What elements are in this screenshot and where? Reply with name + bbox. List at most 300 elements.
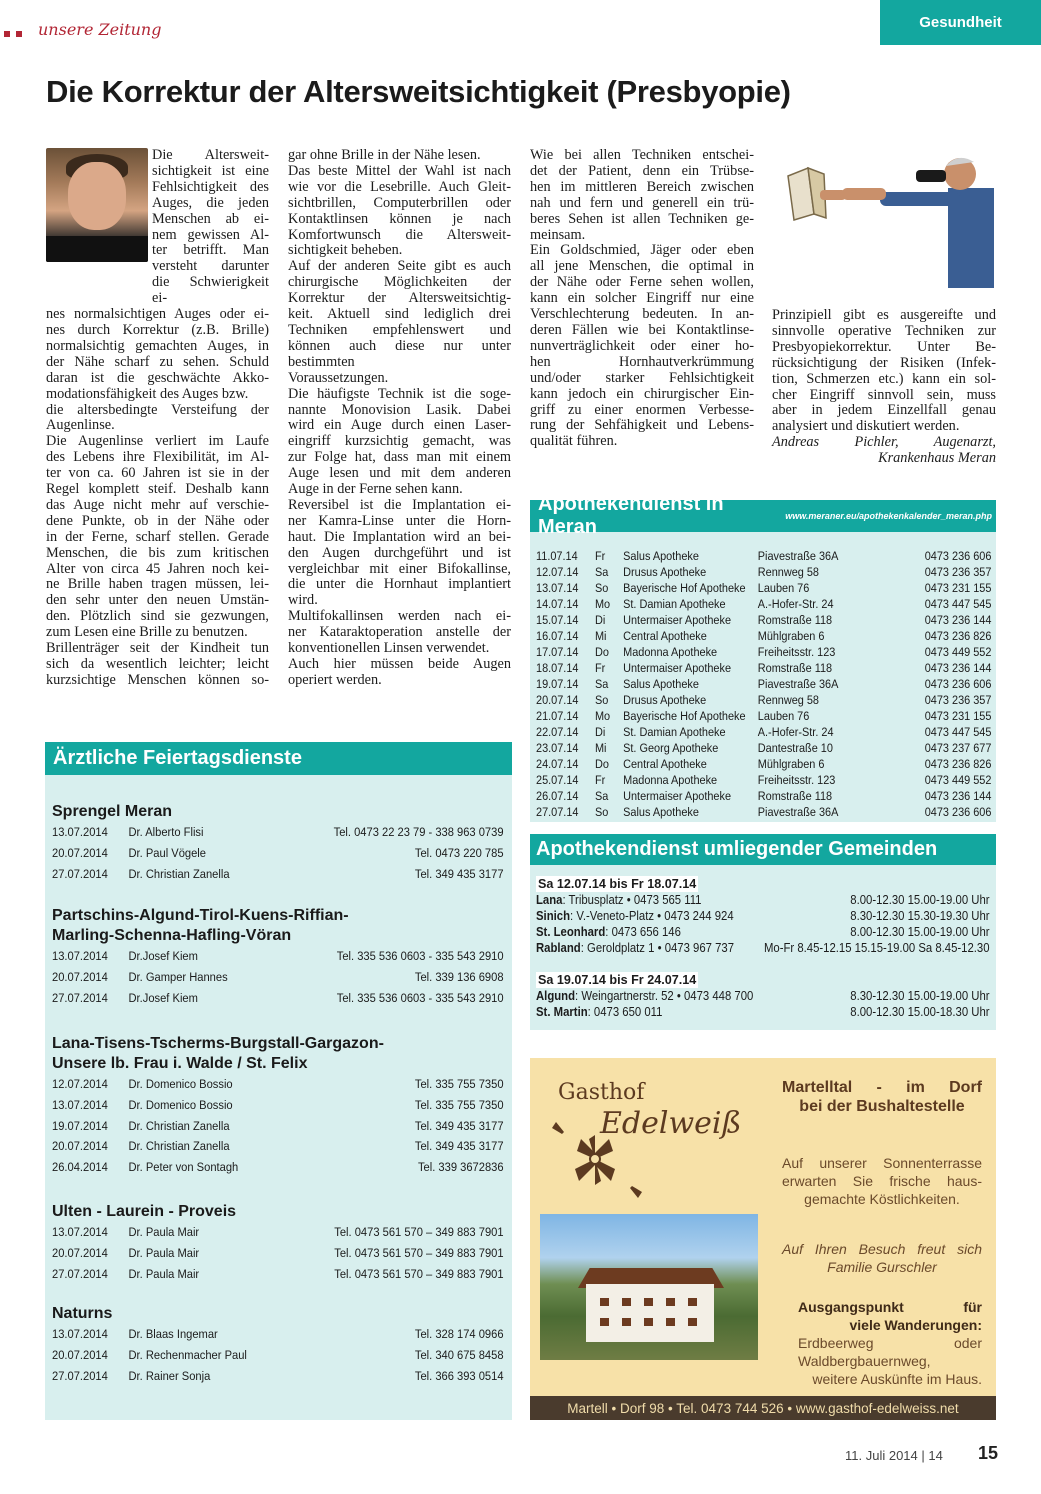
pharmacy-calendar-link[interactable]: www.meraner.eu/apothekenkalender_meran.php <box>785 511 992 521</box>
pharmacy-row <box>536 756 991 772</box>
pharmacy-address: Mühlgraben 6 <box>757 757 825 771</box>
pharmacy-name: Salus Apotheke <box>623 677 699 691</box>
surrounding-hours: 8.30-12.30 15.00-19.00 Uhr <box>850 989 990 1003</box>
pharmacy-row <box>536 708 991 724</box>
text-line: des Lebens ihre Flexibilität, im Al- <box>46 449 269 466</box>
pharmacy-meran-box <box>530 493 996 822</box>
pharmacy-address: A.-Hofer-Str. 24 <box>757 725 834 739</box>
text-line: daran ist die geschwächte Akko- <box>46 369 269 386</box>
text-line: Erdbeerweg oder <box>798 1335 982 1351</box>
text-line: eingriff kurzsichtig gemacht, was <box>288 433 511 450</box>
pharmacy-date: 13.07.14 <box>536 581 579 595</box>
pharmacy-address: Romstraße 118 <box>757 661 833 675</box>
pharmacy-phone: 0473 236 606 <box>924 677 992 691</box>
pharmacy-date: 15.07.14 <box>536 613 579 627</box>
text-line: zum Lesen eine Brille zu benutzen. <box>46 624 248 641</box>
text-line: konventionellen Linsen verwendet. <box>288 640 490 657</box>
pharmacy-weekday: So <box>594 693 609 707</box>
pharmacy-row <box>536 612 991 628</box>
ad-contact-footer[interactable]: Martell • Dorf 98 • Tel. 0473 744 526 • www.gasthof-edelweiss.net <box>530 1396 996 1420</box>
pharmacy-date: 11.07.14 <box>536 549 578 563</box>
pharmacy-address: Romstraße 118 <box>757 789 833 803</box>
text-line: die Schwierigkeit ei- <box>152 274 269 307</box>
pharmacy-weekday: Fr <box>594 773 606 787</box>
pharmacy-phone: 0473 231 155 <box>924 709 992 723</box>
text-line: ter betrifft. Man <box>152 242 269 259</box>
doctor-group-title-line: Ulten - Laurein - Proveis <box>52 1203 237 1220</box>
text-line: Reversibel ist die Implantation ei- <box>288 496 511 513</box>
doctor-row <box>52 1243 504 1264</box>
text-line: kann jedoch ein chirurgischer Ein- <box>530 385 754 402</box>
pharmacy-name: Central Apotheke <box>623 629 707 643</box>
doctor-name: Dr. Paula Mair <box>128 1266 200 1281</box>
pharmacy-phone: 0473 449 552 <box>924 645 992 659</box>
doctor-name: Dr. Rechenmacher Paul <box>128 1347 247 1362</box>
text-line: in der Ferne, scharf stellen. Gerade <box>46 528 269 545</box>
text-line: nannte Monovision Lasik. Dabei <box>288 401 511 418</box>
pharmacy-name: St. Damian Apotheke <box>623 597 726 611</box>
duty-date: 26.04.2014 <box>52 1160 108 1175</box>
text-line: Korrektur der Altersweitsichtig- <box>288 290 511 307</box>
text-line: rung der Sehfähigkeit und Lebens- <box>530 417 754 434</box>
doctor-phone: Tel. 0473 561 570 – 349 883 7901 <box>334 1225 504 1239</box>
surrounding-period <box>536 876 990 956</box>
pharmacy-phone: 0473 236 357 <box>924 693 992 707</box>
text-line: Auges, die jeden <box>152 194 269 211</box>
doctor-name: Dr. Rainer Sonja <box>128 1368 211 1383</box>
text-line: operiert werden. <box>288 671 382 688</box>
col4-body-text <box>772 308 996 435</box>
article-column-1 <box>46 148 269 689</box>
text-line: der Nähe scharf zu sehen. Schuld <box>46 353 269 370</box>
text-line: nes durch Korrektur (z.B. Brille) <box>46 321 269 338</box>
text-line: Verschlechterung bedeuten. In an- <box>530 306 754 323</box>
page-number: 15 <box>978 1443 999 1463</box>
surrounding-pharmacy-info <box>536 924 681 940</box>
text-line: Prinzipiell gibt es ausgereifte und <box>772 307 996 323</box>
section-tab[interactable]: Gesundheit <box>880 0 1041 45</box>
doctor-phone: Tel. 335 755 7350 <box>414 1077 504 1091</box>
text-line: ner Kamra-Linse unter die Horn- <box>288 512 511 529</box>
pharmacy-weekday: Di <box>594 613 606 627</box>
text-line: modationsfähigkeit des Auges bzw. <box>46 385 249 402</box>
text-line: die unter die Hornhaut implantiert <box>288 576 511 593</box>
surrounding-period <box>536 972 990 1020</box>
duty-date: 12.07.2014 <box>52 1077 108 1091</box>
col1-body-text <box>46 307 269 689</box>
pharmacy-weekday: So <box>594 805 609 819</box>
text-line: wird ein Auge durch einen Laser- <box>288 417 511 434</box>
edelweiss-flower-icon <box>540 1114 650 1204</box>
pharmacy-meran-title: Apothekendienst in Meran <box>538 493 724 538</box>
text-line: weitere Auskünfte im Haus. <box>812 1371 982 1387</box>
pharmacy-weekday: Sa <box>594 565 609 579</box>
doctor-group-title-line: Lana-Tisens-Tscherms-Burgstall-Gargazon- <box>52 1035 384 1052</box>
text-line: Regel komplett steif. Deshalb kann <box>46 481 269 498</box>
text-line: det der Patient, denn ein Trübse- <box>530 162 754 179</box>
text-line: Waldbergbauernweg, <box>798 1353 931 1369</box>
duty-date: 27.07.2014 <box>52 1368 108 1383</box>
pharmacy-date: 27.07.14 <box>536 805 579 819</box>
text-line: Komfortwunsch die Altersweit- <box>288 226 511 243</box>
col1-indent-text <box>46 148 269 307</box>
doctor-row <box>52 1366 504 1387</box>
pharmacy-row <box>536 724 991 740</box>
pharmacy-phone: 0473 236 144 <box>924 613 992 627</box>
text-line: Auf Ihren Besuch freut sich <box>782 1241 982 1257</box>
surrounding-pharmacy-row <box>536 988 990 1004</box>
pharmacy-date: 19.07.14 <box>536 677 579 691</box>
text-line: versteht darunter <box>152 258 269 275</box>
pharmacy-phone: 0473 447 545 <box>924 725 992 739</box>
pharmacy-surrounding-title: Apothekendienst umliegender Gemeinden <box>530 834 996 865</box>
pharmacy-row <box>536 548 991 564</box>
logo-dots <box>4 31 24 37</box>
pharmacy-name: Salus Apotheke <box>623 549 699 563</box>
ad-hiking-routes <box>798 1334 982 1388</box>
text-line: cher Eingriff sinnvoll sein, muss <box>772 386 996 403</box>
pharmacy-name: Bayerische Hof Apotheke <box>623 581 746 595</box>
ad-edelweiss-logo: Edelweiß <box>600 1106 742 1141</box>
surrounding-address: : V.-Veneto-Platz • 0473 244 924 <box>570 909 734 923</box>
doctor-name: Dr. Domenico Bossio <box>128 1077 233 1091</box>
doctor-phone: Tel. 328 174 0966 <box>414 1327 504 1341</box>
doctor-phone: Tel. 349 435 3177 <box>414 866 504 881</box>
surrounding-pharmacy-row <box>536 924 990 940</box>
pharmacy-name: Bayerische Hof Apotheke <box>623 709 746 723</box>
pharmacy-meran-table <box>536 548 990 820</box>
duty-date: 13.07.2014 <box>52 825 108 839</box>
duty-date: 13.07.2014 <box>52 1327 108 1341</box>
text-line: Brillenträger seit der Kindheit tun <box>46 640 269 657</box>
duty-date: 20.07.2014 <box>52 1347 108 1362</box>
doctor-row <box>52 967 504 988</box>
text-line: zur Folge hat, dass man mit einem <box>288 449 511 466</box>
text-line: und/oder starker Fehlsichtigkeit <box>530 369 754 386</box>
text-line: Krankenhaus Meran <box>878 450 996 467</box>
author-signature <box>772 435 996 467</box>
pharmacy-name: Madonna Apotheke <box>623 645 718 659</box>
text-line: Andreas Pichler, Augenarzt, <box>772 434 996 451</box>
pharmacy-address: Rennweg 58 <box>757 565 819 579</box>
pharmacy-weekday: Fr <box>594 661 606 675</box>
text-line: griff zu einer enormen Verbesse- <box>530 401 754 418</box>
surrounding-hours: 8.00-12.30 15.00-18.30 Uhr <box>850 1005 990 1019</box>
doctor-phone: Tel. 0473 561 570 – 349 883 7901 <box>334 1266 504 1281</box>
doctor-group-title <box>52 802 504 822</box>
pharmacy-row <box>536 660 991 676</box>
text-line: chirurgische Möglichkeiten der <box>288 274 511 291</box>
surrounding-town: Algund <box>536 989 576 1003</box>
text-line: bei der Bushaltestelle <box>799 1098 965 1115</box>
pharmacy-address: Freiheitsstr. 123 <box>757 645 836 659</box>
text-line: Die Altersweit- <box>152 147 269 163</box>
duty-date: 13.07.2014 <box>52 1097 108 1112</box>
surrounding-town: Lana <box>536 893 563 907</box>
pharmacy-address: Dantestraße 10 <box>757 741 833 755</box>
text-line: wie vor die Lesebrille. Auch Gleit- <box>288 178 511 195</box>
holiday-doctors-box <box>45 742 512 1420</box>
pharmacy-phone: 0473 236 826 <box>924 629 992 643</box>
pharmacy-name: Central Apotheke <box>623 757 707 771</box>
pharmacy-address: A.-Hofer-Str. 24 <box>757 597 834 611</box>
text-line: Martelltal - im Dorf <box>782 1079 982 1096</box>
text-line: Auf unserer Sonnenterrasse <box>782 1155 982 1171</box>
text-line: analysiert und diskutiert werden. <box>772 418 960 435</box>
pharmacy-weekday: Mi <box>594 741 607 755</box>
text-line: Alter von circa 45 Jahren noch kei- <box>46 560 269 577</box>
ad-location-title <box>782 1078 982 1116</box>
pharmacy-phone: 0473 237 677 <box>924 741 992 755</box>
text-line: die altersbedingte Versteifung der <box>46 401 269 418</box>
pharmacy-date: 20.07.14 <box>536 693 579 707</box>
text-line: gar ohne Brille in der Nähe lesen. <box>288 147 481 163</box>
surrounding-hours: Mo-Fr 8.45-12.15 15.15-19.00 Sa 8.45-12.30 <box>763 941 990 955</box>
surrounding-pharmacy-row <box>536 940 990 956</box>
pharmacy-phone: 0473 231 155 <box>924 581 992 595</box>
pharmacy-weekday: Mi <box>594 629 607 643</box>
doctor-name: Dr. Domenico Bossio <box>128 1097 233 1112</box>
doctor-name: Dr. Blaas Ingemar <box>128 1327 218 1341</box>
pharmacy-phone: 0473 236 606 <box>924 805 992 819</box>
doctor-name: Dr. Christian Zanella <box>128 1139 230 1154</box>
doctor-group-title-line: Naturns <box>52 1305 113 1322</box>
text-line: beres Sehen ist allen Techniken ge- <box>530 210 754 227</box>
surrounding-address: : Tribusplatz • 0473 565 111 <box>562 893 702 907</box>
text-line: Die Augenlinse verliert im Laufe <box>46 433 269 450</box>
pharmacy-name: Drusus Apotheke <box>623 693 707 707</box>
surrounding-pharmacy-info <box>536 1004 662 1020</box>
pharmacy-weekday: Di <box>594 725 606 739</box>
text-line: Voraussetzungen. <box>288 369 389 386</box>
text-line: viele Wanderungen: <box>849 1317 982 1333</box>
text-line: gemachte Köstlichkeiten. <box>804 1191 960 1207</box>
text-line: Ausgangspunkt für <box>798 1299 982 1315</box>
surrounding-hours: 8.00-12.30 15.00-19.00 Uhr <box>850 925 990 939</box>
surrounding-pharmacy-info <box>536 908 734 924</box>
pharmacy-address: Piavestraße 36A <box>757 677 839 691</box>
text-line: nes normalsichtigen Auges oder ei- <box>46 306 269 323</box>
surrounding-address: : Geroldplatz 1 • 0473 967 737 <box>580 941 735 955</box>
text-line: Die häufigste Technik ist die soge- <box>288 385 511 402</box>
text-line: sinnvolle operative Techniken zur <box>772 322 996 339</box>
surrounding-address: : 0473 650 011 <box>587 1005 663 1019</box>
pharmacy-name: St. Georg Apotheke <box>623 741 719 755</box>
pharmacy-address: Lauben 76 <box>757 709 810 723</box>
pharmacy-phone: 0473 236 826 <box>924 757 992 771</box>
text-line: Augenlinse. <box>46 417 115 434</box>
doctor-row <box>52 1136 504 1157</box>
duty-date: 27.07.2014 <box>52 866 108 881</box>
gasthof-photo <box>540 1214 758 1360</box>
pharmacy-weekday: Fr <box>594 549 606 563</box>
doctor-phone: Tel. 349 435 3177 <box>414 1118 504 1133</box>
pharmacy-phone: 0473 447 545 <box>924 597 992 611</box>
pharmacy-date: 22.07.14 <box>536 725 579 739</box>
pharmacy-phone: 0473 236 144 <box>924 789 992 803</box>
pharmacy-meran-header <box>530 493 996 538</box>
surrounding-pharmacy-row <box>536 892 990 908</box>
text-line: all jene Menschen, die optimal in <box>530 258 754 275</box>
doctor-phone: Tel. 0473 561 570 – 349 883 7901 <box>334 1245 504 1260</box>
pharmacy-address: Mühlgraben 6 <box>757 629 825 643</box>
text-line: Menschen, die bis zum kritischen <box>46 544 269 561</box>
text-line: kurzsichtige Menschen können so- <box>46 671 269 688</box>
text-line: Auf der anderen Seite gibt es auch <box>288 258 511 275</box>
pharmacy-date: 12.07.14 <box>536 565 579 579</box>
pharmacy-row <box>536 564 991 580</box>
text-line: rücksichtigung der Risiken (Infek- <box>772 354 996 371</box>
pharmacy-row <box>536 596 991 612</box>
pharmacy-row <box>536 628 991 644</box>
doctor-phone: Tel. 339 136 6908 <box>414 969 504 984</box>
doctor-row <box>52 1222 504 1243</box>
doctor-group-title-line: Sprengel Meran <box>52 803 173 820</box>
text-line: kann ein solcher Eingriff nur eine <box>530 290 754 307</box>
pharmacy-date: 17.07.14 <box>536 645 579 659</box>
doctor-phone: Tel. 366 393 0514 <box>414 1368 504 1383</box>
doctor-row <box>52 1264 504 1285</box>
doctor-group <box>52 1034 504 1178</box>
doctor-group-title <box>52 1202 504 1222</box>
doctor-row <box>52 864 504 885</box>
pharmacy-date: 14.07.14 <box>536 597 579 611</box>
surrounding-address: : 0473 656 146 <box>605 925 681 939</box>
article-column-4 <box>772 308 996 467</box>
pharmacy-date: 23.07.14 <box>536 741 579 755</box>
pharmacy-name: Madonna Apotheke <box>623 773 718 787</box>
pharmacy-address: Piavestraße 36A <box>757 549 839 563</box>
pharmacy-weekday: Mo <box>594 597 611 611</box>
text-line: hen im mittleren Bereich zwischen <box>530 178 754 195</box>
pharmacy-address: Rennweg 58 <box>757 693 819 707</box>
text-line: deren Fällen wie bei Kontaktlinse- <box>530 321 754 338</box>
text-line: ner Kataraktoperation anstelle der <box>288 624 511 641</box>
pharmacy-name: Untermaiser Apotheke <box>623 613 732 627</box>
text-line: Multifokallinsen werden nach ei- <box>288 608 511 625</box>
pharmacy-date: 26.07.14 <box>536 789 579 803</box>
surrounding-town: St. Martin <box>536 1005 588 1019</box>
text-line: Auge in der Ferne sehen kann. <box>288 481 463 498</box>
doctor-group-title-line: Partschins-Algund-Tirol-Kuens-Riffian- <box>52 907 349 924</box>
doctor-name: Dr. Peter von Sontagh <box>128 1160 239 1175</box>
man-with-binoculars-image <box>780 148 994 288</box>
text-line: Auge lesen und mit dem anderen <box>288 465 511 482</box>
doctor-row <box>52 822 504 843</box>
text-line: sich da wesentlich leichter; leicht <box>46 656 269 672</box>
text-line: dene Punkte, ob in der Nähe oder <box>46 512 269 529</box>
pharmacy-weekday: Mo <box>594 709 611 723</box>
pharmacy-weekday: Do <box>594 757 609 771</box>
text-line: können auch diese nur unter bestimmten <box>288 337 511 370</box>
text-line: der Nähe oder Ferne sehen wollen, <box>530 274 754 291</box>
duty-date: 27.07.2014 <box>52 990 108 1005</box>
text-line: Wie bei allen Techniken entschei- <box>530 147 754 163</box>
pharmacy-address: Lauben 76 <box>757 581 810 595</box>
text-line: aber in jedem Einzellfall genau <box>772 402 996 419</box>
pharmacy-row <box>536 692 991 708</box>
doctor-name: Dr. Christian Zanella <box>128 1118 230 1133</box>
doctor-name: Dr. Paula Mair <box>128 1225 200 1239</box>
doctor-phone: Tel. 335 536 0603 - 335 543 2910 <box>336 949 504 963</box>
text-line: Ein Goldschmied, Jäger oder eben <box>530 242 754 259</box>
pharmacy-date: 21.07.14 <box>536 709 579 723</box>
article-column-2 <box>288 148 511 689</box>
text-line: das Auge nicht mehr auf verschie- <box>46 496 269 513</box>
article-headline: Die Korrektur der Altersweitsichtigkeit (Presbyopie) <box>46 74 791 109</box>
doctor-phone: Tel. 340 675 8458 <box>414 1347 504 1362</box>
doctor-group-title <box>52 1304 504 1324</box>
pharmacy-phone: 0473 236 357 <box>924 565 992 579</box>
doctor-phone: Tel. 335 536 0603 - 335 543 2910 <box>336 990 504 1005</box>
text-line: den Augen durchgeführt und ist <box>288 544 511 561</box>
pharmacy-name: Drusus Apotheke <box>623 565 707 579</box>
text-line: nah und fern und generell ein trü- <box>530 194 754 211</box>
pharmacy-date: 24.07.14 <box>536 757 579 771</box>
doctor-group-title-line: Marling-Schenna-Hafling-Vöran <box>52 927 292 944</box>
doctor-name: Dr. Christian Zanella <box>128 866 230 881</box>
text-line: nem gewissen Al- <box>152 226 269 243</box>
surrounding-town: Rabland <box>536 941 581 955</box>
text-line: normalsichtig gemachten Auges, in <box>46 337 269 354</box>
doctor-name: Dr. Alberto Flisi <box>128 825 204 839</box>
text-line: sichtigkeit ist eine <box>152 162 269 179</box>
ad-hiking-heading <box>798 1298 982 1334</box>
text-line: wird. <box>288 592 318 609</box>
surrounding-town: St. Leonhard <box>536 925 606 939</box>
pharmacy-weekday: So <box>594 581 609 595</box>
doctor-group <box>52 906 504 1008</box>
holiday-doctors-title: Ärztliche Feiertagsdienste <box>45 742 512 775</box>
pharmacy-row <box>536 644 991 660</box>
doctor-phone: Tel. 0473 220 785 <box>414 845 504 860</box>
ad-gasthof-label: Gasthof <box>558 1080 645 1105</box>
pharmacy-weekday: Sa <box>594 789 609 803</box>
doctor-name: Dr.Josef Kiem <box>128 990 198 1005</box>
duty-date: 20.07.2014 <box>52 969 108 984</box>
gasthof-advert <box>530 1058 996 1420</box>
pharmacy-address: Piavestraße 36A <box>757 805 839 819</box>
doctor-phone: Tel. 339 3672836 <box>417 1160 504 1175</box>
doctor-group-title-line: Unsere lb. Frau i. Walde / St. Felix <box>52 1055 308 1072</box>
pharmacy-date: 16.07.14 <box>536 629 579 643</box>
doctor-row <box>52 1074 504 1095</box>
ad-hiking-text <box>798 1298 982 1388</box>
issue-date: 11. Juli 2014 | 14 <box>845 1448 943 1463</box>
doctor-row <box>52 946 504 967</box>
doctor-row <box>52 988 504 1009</box>
doctor-row <box>52 1095 504 1116</box>
ad-terrace-text <box>782 1154 982 1208</box>
pharmacy-date: 18.07.14 <box>536 661 579 675</box>
doctor-group <box>52 1202 504 1284</box>
doctor-phone: Tel. 0473 22 23 79 - 338 963 0739 <box>333 825 504 839</box>
text-line: den sehr unter den neuen Umstän- <box>46 592 269 609</box>
pharmacy-weekday: Do <box>594 645 609 659</box>
pharmacy-weekday: Sa <box>594 677 609 691</box>
surrounding-period-head: Sa 12.07.14 bis Fr 18.07.14 <box>538 877 697 891</box>
pharmacy-row <box>536 580 991 596</box>
surrounding-pharmacy-row <box>536 1004 990 1020</box>
doctor-row <box>52 843 504 864</box>
text-line: haut. Die Implantation wird an bei- <box>288 528 511 545</box>
duty-date: 13.07.2014 <box>52 949 108 963</box>
doctor-name: Dr. Paul Vögele <box>128 845 206 860</box>
doctor-row <box>52 1116 504 1137</box>
duty-date: 27.07.2014 <box>52 1266 108 1281</box>
duty-date: 20.07.2014 <box>52 845 108 860</box>
pharmacy-address: Romstraße 118 <box>757 613 833 627</box>
